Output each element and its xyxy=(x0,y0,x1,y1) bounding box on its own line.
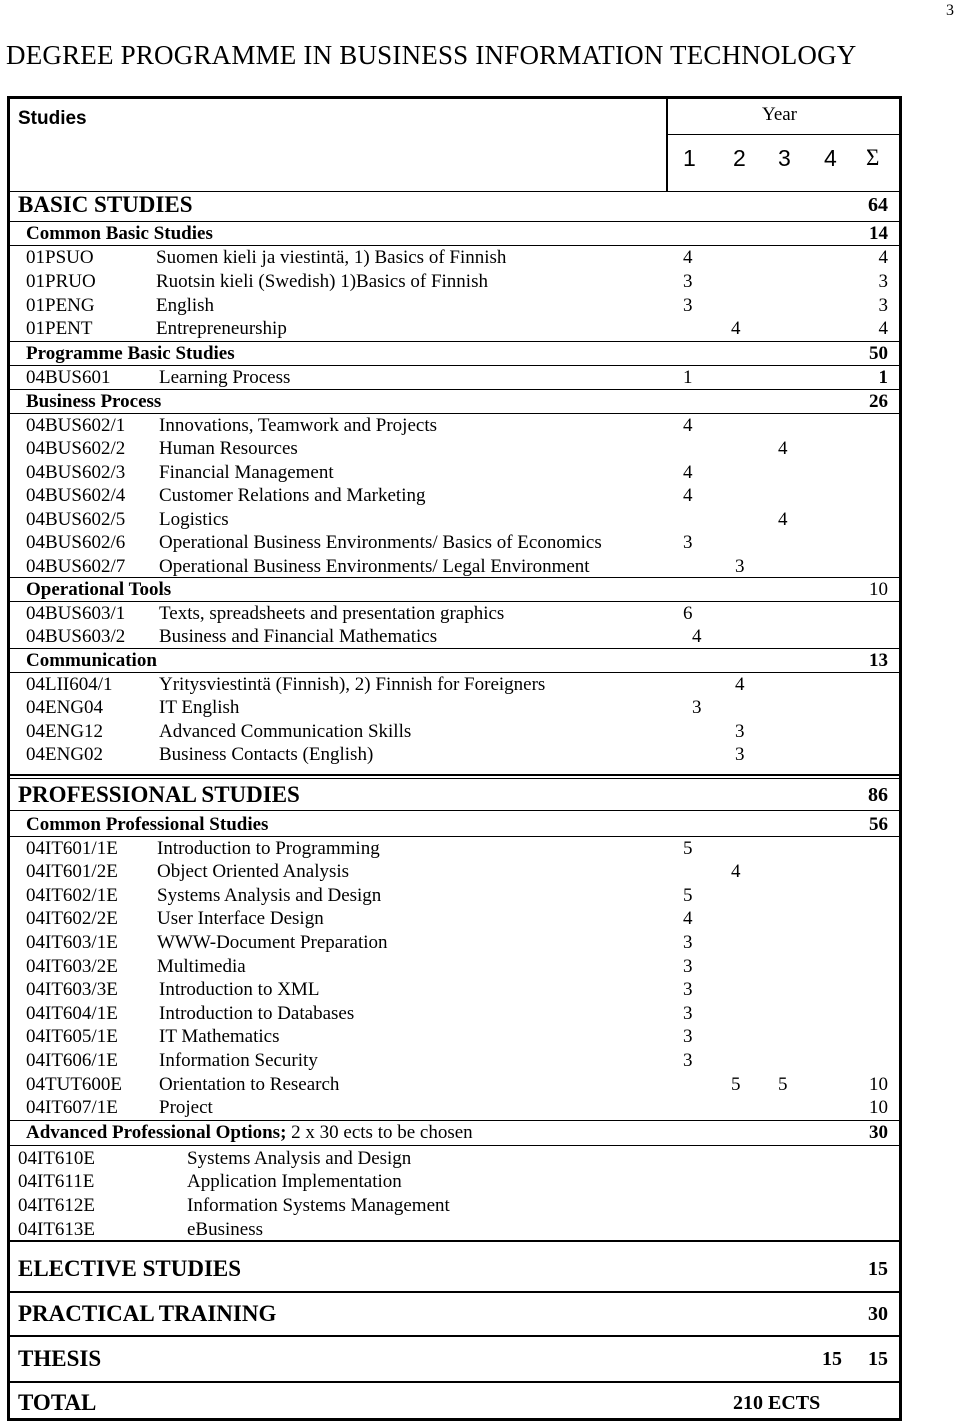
course-name: Financial Management xyxy=(159,462,334,483)
course-code: 04TUT600E xyxy=(26,1074,123,1095)
course-code: 04LII604/1 xyxy=(26,674,113,695)
course-name: Texts, spreadsheets and presentation graphics xyxy=(159,603,505,624)
course-name: Human Resources xyxy=(159,438,298,459)
credits-year1: 4 xyxy=(683,415,693,436)
course-name: User Interface Design xyxy=(157,908,324,929)
business-process-total: 26 xyxy=(869,391,888,412)
course-code: 01PENT xyxy=(26,318,93,339)
credits-year1: 5 xyxy=(683,838,693,859)
year-col-1: 1 xyxy=(683,145,696,171)
course-name: Multimedia xyxy=(157,956,246,977)
course-name: IT English xyxy=(159,697,240,718)
course-code: 04ENG12 xyxy=(26,721,104,742)
course-name: Orientation to Research xyxy=(159,1074,340,1095)
course-code: 01PSUO xyxy=(26,247,94,268)
credits-year1: 3 xyxy=(683,295,693,316)
course-code: 04BUS602/3 xyxy=(26,462,126,483)
course-name: Ruotsin kieli (Swedish) 1)Basics of Finnish xyxy=(156,271,488,292)
course-code: 04IT604/1E xyxy=(26,1003,118,1024)
credits-year1: 3 xyxy=(683,1003,693,1024)
common-basic-total: 14 xyxy=(869,223,888,244)
credits-year1: 4 xyxy=(683,247,693,268)
credits-sum: 10 xyxy=(869,1097,888,1118)
course-code: 04BUS602/4 xyxy=(26,485,126,506)
group-common-professional: Common Professional Studies xyxy=(26,814,269,835)
credits-year1: 6 xyxy=(683,603,693,624)
course-name: Entrepreneurship xyxy=(156,318,287,339)
credits-year3: 5 xyxy=(778,1074,788,1095)
course-code: 01PENG xyxy=(26,295,95,316)
credits-year3: 4 xyxy=(778,438,788,459)
course-code: 04IT602/2E xyxy=(26,908,118,929)
credits-sum: 3 xyxy=(878,295,888,316)
programme-basic-total: 50 xyxy=(869,343,888,364)
section-thesis: THESIS xyxy=(18,1346,102,1371)
credits-year1: 4 xyxy=(683,485,693,506)
credits-sum: 10 xyxy=(869,1074,888,1095)
credits-year1: 3 xyxy=(683,1050,693,1071)
course-name: IT Mathematics xyxy=(159,1026,280,1047)
course-name: Systems Analysis and Design xyxy=(157,885,382,906)
course-code: 04IT603/3E xyxy=(26,979,118,1000)
credits-year1: 3 xyxy=(683,932,693,953)
credits-year2: 4 xyxy=(731,861,741,882)
credits-year2: 4 xyxy=(731,318,741,339)
section-total: TOTAL xyxy=(18,1390,97,1415)
course-name: Learning Process xyxy=(159,367,291,388)
credits-year1: 3 xyxy=(683,532,693,553)
course-name: English xyxy=(156,295,215,316)
year-col-4: 4 xyxy=(824,145,837,171)
grand-total-value: 210 ECTS xyxy=(733,1392,821,1414)
course-name: eBusiness xyxy=(187,1219,263,1240)
section-elective-studies: ELECTIVE STUDIES xyxy=(18,1256,242,1281)
group-advanced-options xyxy=(26,1121,473,1145)
credits-year2: 4 xyxy=(735,674,745,695)
course-name: Yritysviestintä (Finnish), 2) Finnish for Foreigners xyxy=(159,674,546,695)
course-code: 04ENG04 xyxy=(26,697,104,718)
course-code: 04IT605/1E xyxy=(26,1026,118,1047)
group-operational-tools: Operational Tools xyxy=(26,579,172,600)
course-code: 04IT603/1E xyxy=(26,932,118,953)
studies-header: Studies xyxy=(18,108,87,129)
advanced-options-total: 30 xyxy=(869,1122,888,1143)
communication-total: 13 xyxy=(869,650,888,671)
course-code: 04IT613E xyxy=(18,1219,96,1240)
course-name: Information Systems Management xyxy=(187,1195,450,1216)
credits-sum: 4 xyxy=(878,318,888,339)
course-name: Business and Financial Mathematics xyxy=(159,626,438,647)
professional-studies-total: 86 xyxy=(868,784,888,806)
group-business-process: Business Process xyxy=(26,391,162,412)
thesis-year4: 15 xyxy=(822,1348,842,1370)
group-communication: Communication xyxy=(26,650,157,671)
credits-year2: 3 xyxy=(735,556,745,577)
course-name: Innovations, Teamwork and Projects xyxy=(159,415,437,436)
credits-year1: 3 xyxy=(683,1026,693,1047)
course-code: 04BUS602/5 xyxy=(26,509,126,530)
credits-year1: 3 xyxy=(692,697,702,718)
course-name: Information Security xyxy=(159,1050,318,1071)
credits-year1: 4 xyxy=(692,626,702,647)
course-code: 04IT601/1E xyxy=(26,838,118,859)
credits-year1: 4 xyxy=(683,908,693,929)
course-name: Business Contacts (English) xyxy=(159,744,374,765)
credits-sum: 3 xyxy=(878,271,888,292)
group-programme-basic: Programme Basic Studies xyxy=(26,343,235,364)
year-header: Year xyxy=(762,104,798,125)
advanced-options-label: Advanced Professional Options; xyxy=(26,1122,287,1143)
credits-year1: 3 xyxy=(683,271,693,292)
course-name: Logistics xyxy=(159,509,229,530)
section-professional-studies: PROFESSIONAL STUDIES xyxy=(18,782,300,807)
course-name: Project xyxy=(159,1097,213,1118)
credits-year1: 5 xyxy=(683,885,693,906)
course-name: Introduction to XML xyxy=(159,979,320,1000)
course-code: 04IT603/2E xyxy=(26,956,118,977)
course-name: Suomen kieli ja viestintä, 1) Basics of Finnish xyxy=(156,247,507,268)
credits-year2: 3 xyxy=(735,744,745,765)
course-code: 04IT601/2E xyxy=(26,861,118,882)
course-code: 04BUS601 xyxy=(26,367,111,388)
common-professional-total: 56 xyxy=(869,814,888,835)
credits-sum: 1 xyxy=(878,367,888,388)
credits-year1: 3 xyxy=(683,956,693,977)
course-name: Advanced Communication Skills xyxy=(159,721,412,742)
year-col-2: 2 xyxy=(733,145,746,171)
course-code: 04IT610E xyxy=(18,1148,96,1169)
course-code: 04IT602/1E xyxy=(26,885,118,906)
course-code: 04ENG02 xyxy=(26,744,104,765)
section-basic-studies: BASIC STUDIES xyxy=(18,192,193,217)
course-code: 01PRUO xyxy=(26,271,96,292)
page-number: 3 xyxy=(946,2,954,19)
year-col-3: 3 xyxy=(778,145,791,171)
course-code: 04BUS602/1 xyxy=(26,415,126,436)
course-code: 04IT612E xyxy=(18,1195,96,1216)
course-name: Introduction to Databases xyxy=(159,1003,355,1024)
course-code: 04IT611E xyxy=(18,1171,95,1192)
credits-year3: 4 xyxy=(778,509,788,530)
practical-total: 30 xyxy=(868,1303,888,1325)
credits-year1: 1 xyxy=(683,367,693,388)
course-code: 04BUS602/2 xyxy=(26,438,126,459)
credits-year2: 3 xyxy=(735,721,745,742)
course-name: Operational Business Environments/ Basics of Economics xyxy=(159,532,602,553)
operational-tools-total: 10 xyxy=(869,579,888,600)
course-name: Application Implementation xyxy=(187,1171,402,1192)
elective-total: 15 xyxy=(868,1258,888,1280)
course-code: 04BUS603/1 xyxy=(26,603,126,624)
group-common-basic: Common Basic Studies xyxy=(26,223,213,244)
course-name: Operational Business Environments/ Legal Environment xyxy=(159,556,590,577)
advanced-options-note: 2 x 30 ects to be chosen xyxy=(291,1122,473,1143)
course-code: 04IT607/1E xyxy=(26,1097,118,1118)
credits-year2: 5 xyxy=(731,1074,741,1095)
thesis-total: 15 xyxy=(868,1348,888,1370)
page-title: DEGREE PROGRAMME IN BUSINESS INFORMATION TECHNOLOGY xyxy=(6,40,857,70)
course-code: 04BUS602/7 xyxy=(26,556,126,577)
section-practical-training: PRACTICAL TRAINING xyxy=(18,1301,277,1326)
basic-studies-total: 64 xyxy=(868,194,888,216)
credits-year1: 4 xyxy=(683,462,693,483)
credits-year1: 3 xyxy=(683,979,693,1000)
sum-header: Σ xyxy=(866,145,880,170)
course-code: 04BUS602/6 xyxy=(26,532,126,553)
course-code: 04BUS603/2 xyxy=(26,626,126,647)
credits-sum: 4 xyxy=(878,247,888,268)
course-name: WWW-Document Preparation xyxy=(157,932,388,953)
course-name: Customer Relations and Marketing xyxy=(159,485,426,506)
course-name: Object Oriented Analysis xyxy=(157,861,350,882)
course-name: Systems Analysis and Design xyxy=(187,1148,412,1169)
course-name: Introduction to Programming xyxy=(157,838,380,859)
course-code: 04IT606/1E xyxy=(26,1050,118,1071)
